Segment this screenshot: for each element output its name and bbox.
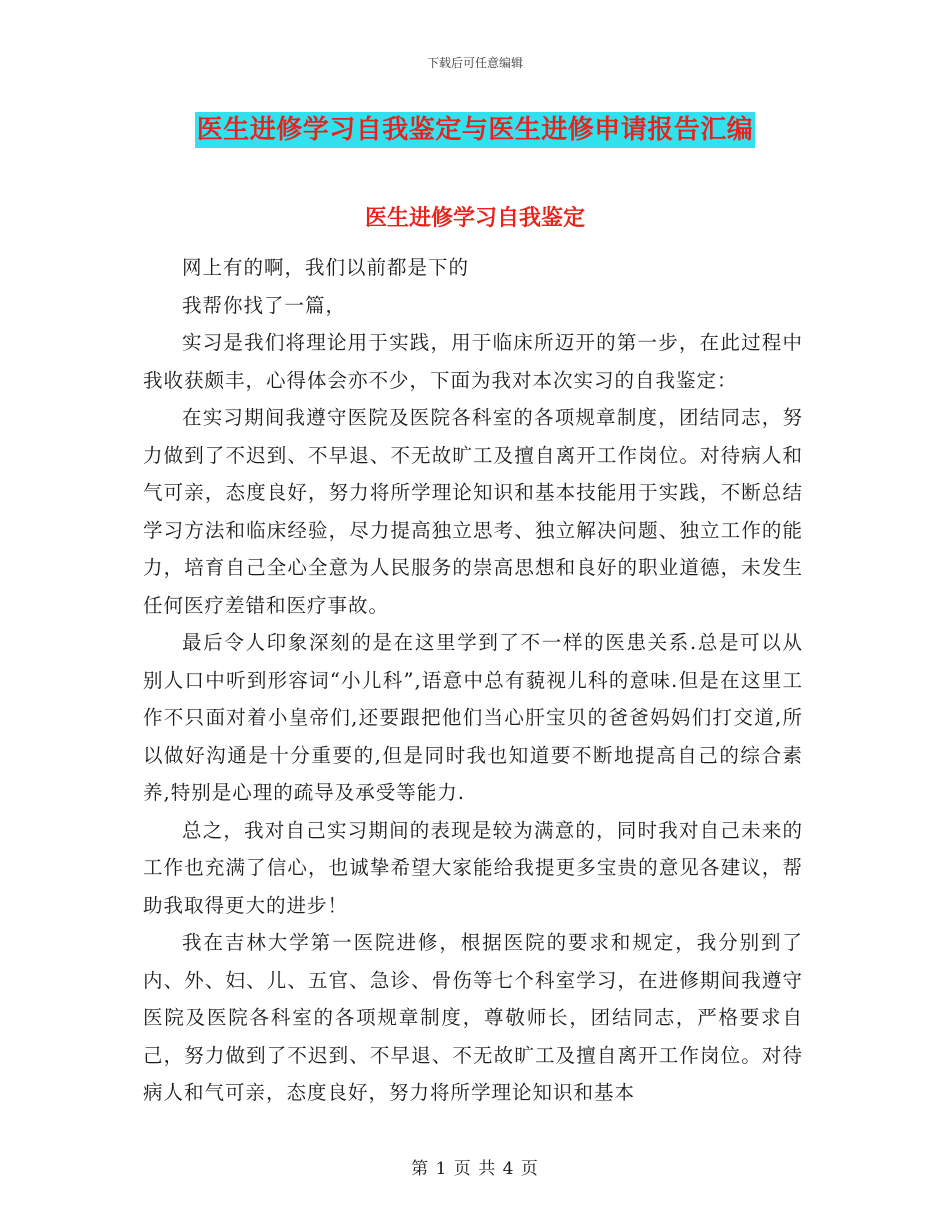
document-title: 医生进修学习自我鉴定与医生进修申请报告汇编: [195, 112, 756, 148]
paragraph: 最后令人印象深刻的是在这里学到了不一样的医患关系.总是可以从别人口中听到形容词“小儿科”,语意中总有藐视儿科的意味.但是在这里工作不只面对着小皇帝们,还要跟把他们当心肝宝贝的爸爸妈妈们打交道,所以做好沟通是十分重要的,但是同时我也知道要不断地提高自己的综合素养,特别是心理的疏导及承受等能力.: [143, 631, 803, 804]
paragraph: 我帮你找了一篇，: [182, 293, 347, 317]
page-number-footer: 第 1 页 共 4 页: [411, 1159, 539, 1179]
page-header-note: 下载后可任意编辑: [426, 56, 523, 70]
paragraph: 实习是我们将理论用于实践，用于临床所迈开的第一步，在此过程中我收获颇丰，心得体会亦不少，下面为我对本次实习的自我鉴定：: [143, 331, 803, 392]
paragraph: 在实习期间我遵守医院及医院各科室的各项规章制度，团结同志，努力做到了不迟到、不早退、不无故旷工及擅自离开工作岗位。对待病人和气可亲，态度良好，努力将所学理论知识和基本技能用于实践，不断总结学习方法和临床经验，尽力提高独立思考、独立解决问题、独立工作的能力，培育自己全心全意为人民服务的崇高思想和良好的职业道德，未发生任何医疗差错和医疗事故。: [143, 406, 803, 617]
paragraph: 总之，我对自己实习期间的表现是较为满意的，同时我对自己未来的工作也充满了信心，也诚挚希望大家能给我提更多宝贵的意见各建议，帮助我取得更大的进步！: [143, 818, 803, 917]
document-body: [143, 249, 803, 1112]
document-title-container: [0, 112, 950, 148]
paragraph: 我在吉林大学第一医院进修，根据医院的要求和规定，我分别到了内、外、妇、儿、五官、急诊、骨伤等七个科室学习，在进修期间我遵守医院及医院各科室的各项规章制度，尊敬师长，团结同志，严格要求自己，努力做到了不迟到、不早退、不无故旷工及擅自离开工作岗位。对待病人和气可亲，态度良好，努力将所学理论知识和基本: [143, 931, 803, 1104]
paragraph: 网上有的啊，我们以前都是下的: [182, 256, 470, 279]
section-title: 医生进修学习自我鉴定: [364, 205, 585, 231]
